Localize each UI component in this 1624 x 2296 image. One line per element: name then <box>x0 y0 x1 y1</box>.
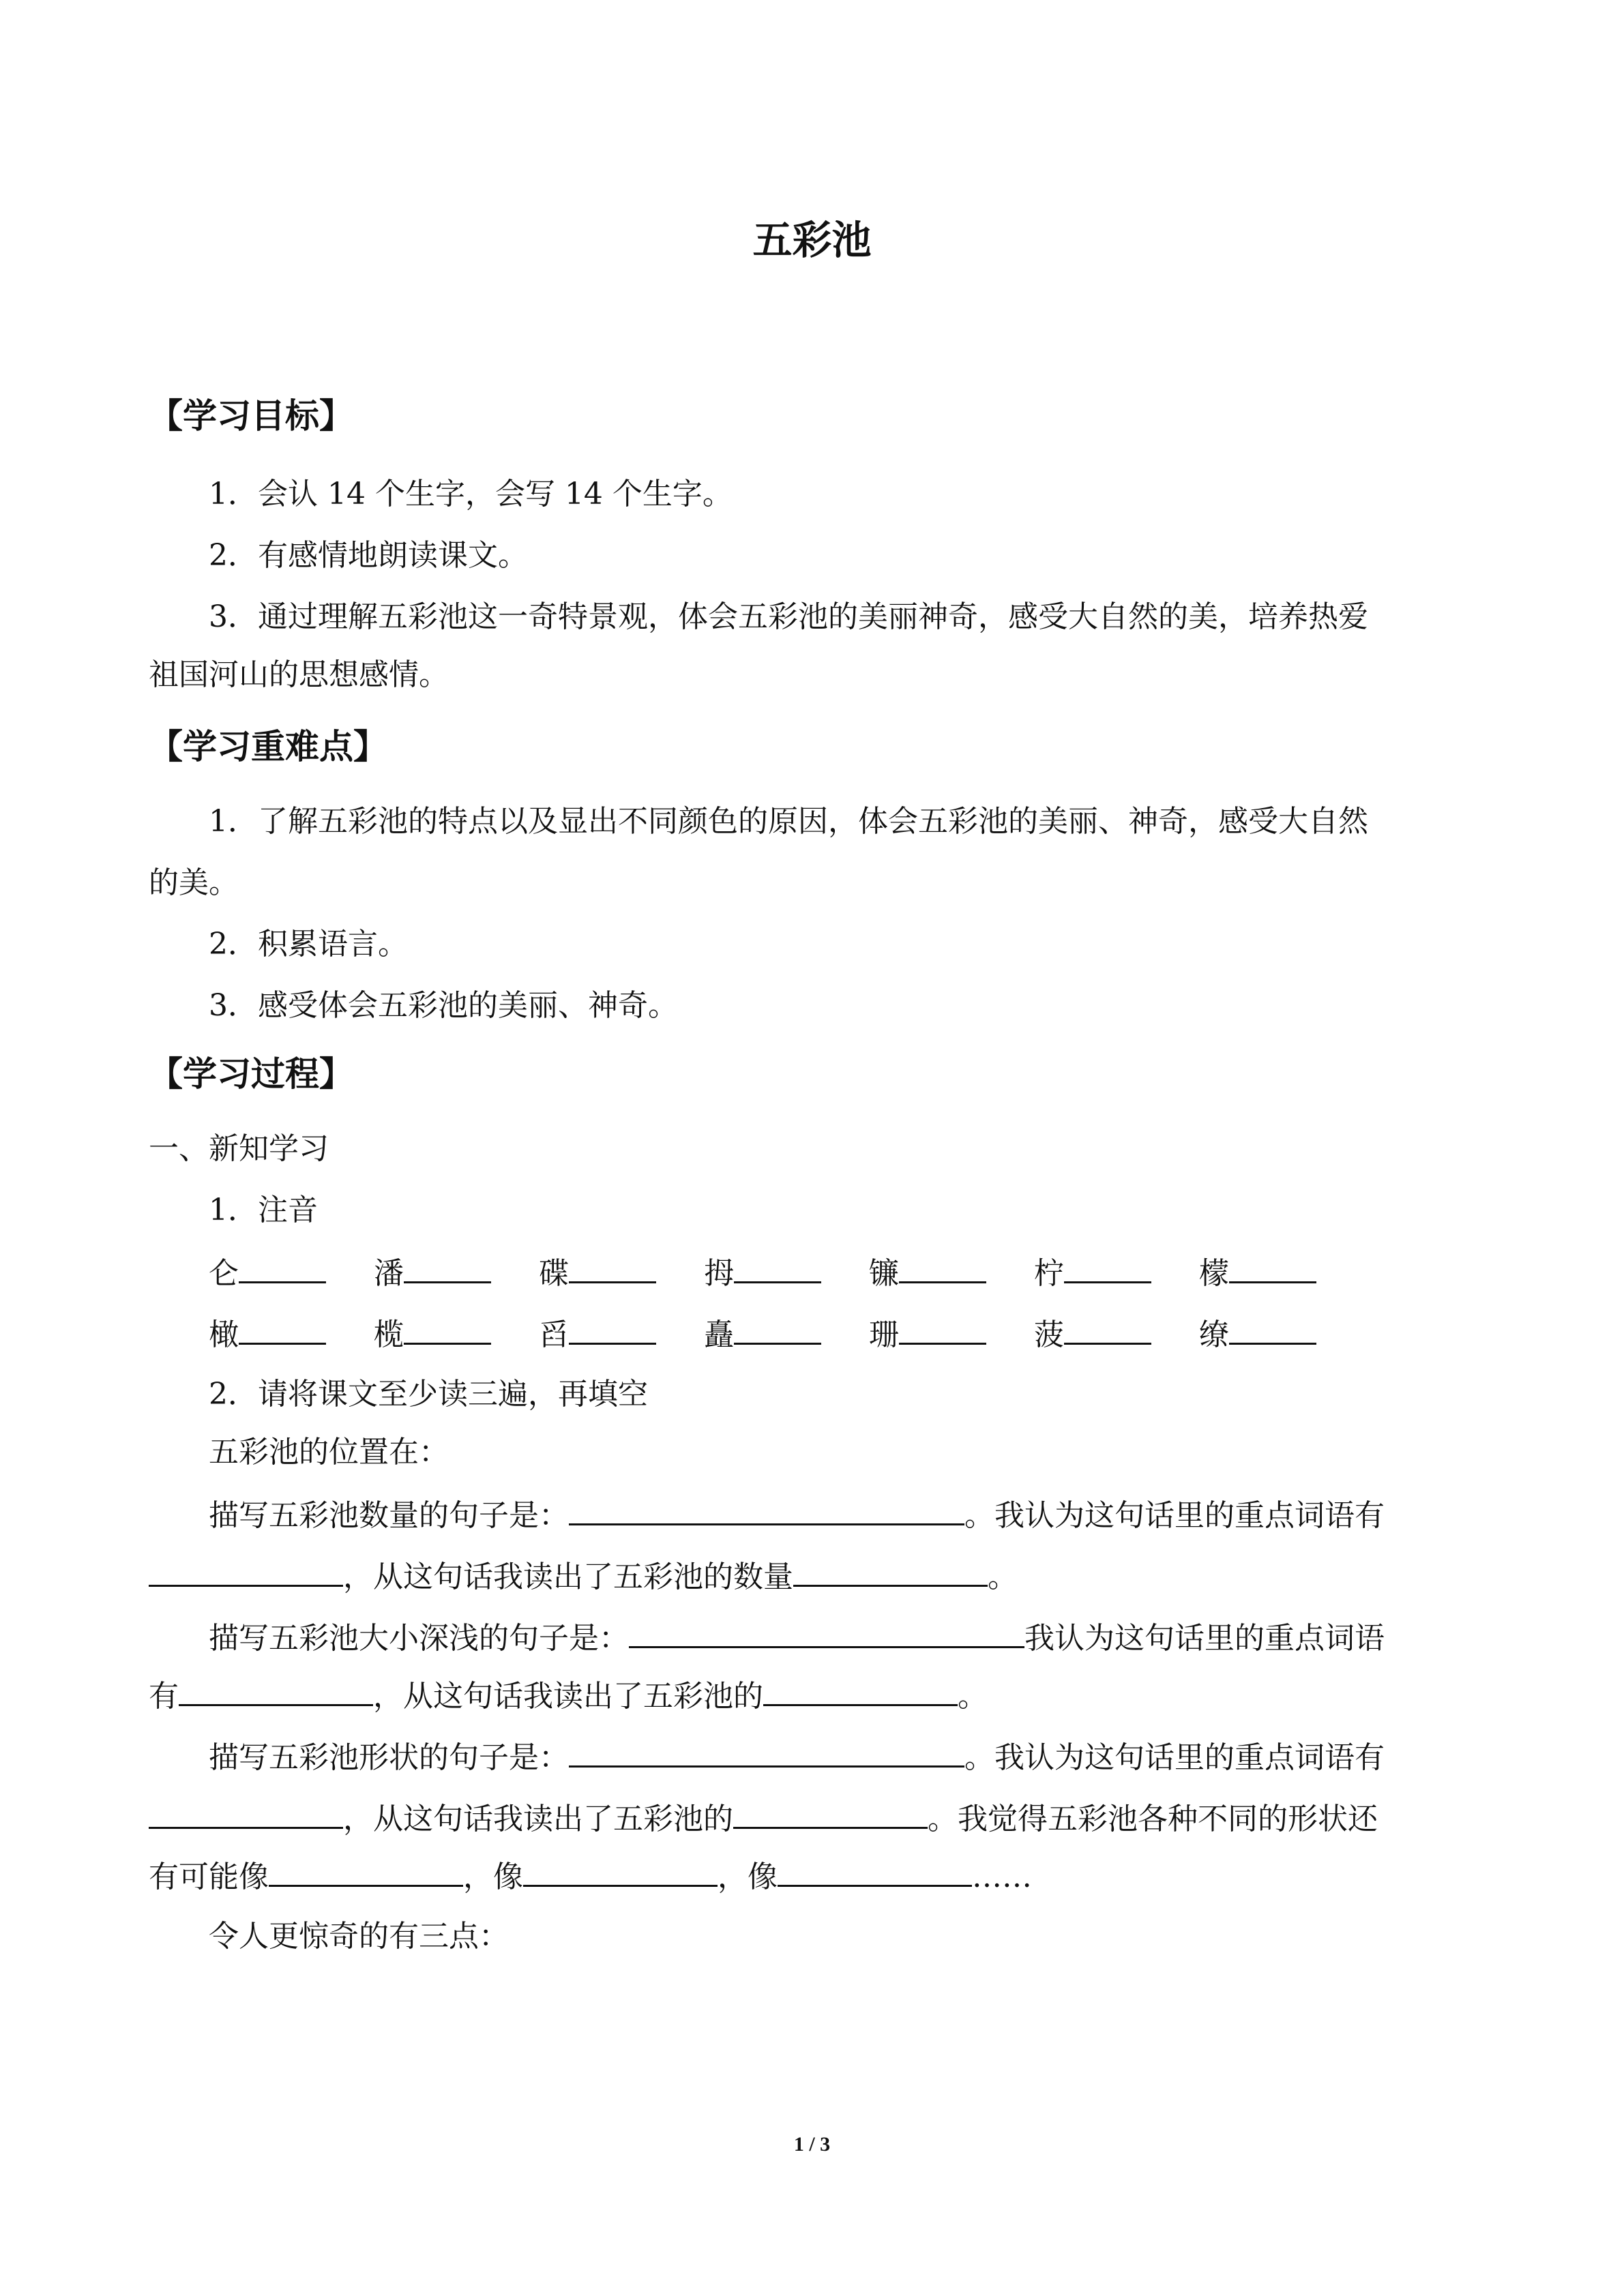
pinyin-item: 榄 <box>374 1313 539 1356</box>
answer-blank[interactable] <box>569 1735 964 1768</box>
section-heading-goals: 【学习目标】 <box>149 396 353 436</box>
goal-item-3-cont: 祖国河山的思想感情。 <box>149 657 449 692</box>
page-title: 五彩池 <box>752 217 872 263</box>
pinyin-item: 橄 <box>209 1313 374 1356</box>
answer-blank[interactable] <box>239 1251 326 1283</box>
pinyin-row-2 <box>209 1313 1364 1356</box>
answer-blank[interactable] <box>778 1855 972 1887</box>
answer-blank[interactable] <box>899 1251 986 1283</box>
pinyin-item: 镰 <box>869 1251 1034 1294</box>
pinyin-item: 檬 <box>1199 1251 1364 1294</box>
pinyin-item: 碟 <box>539 1251 704 1294</box>
answer-blank[interactable] <box>1064 1313 1151 1345</box>
goal-item-1: 1．会认 14 个生字，会写 14 个生字。 <box>209 477 733 511</box>
answer-blank[interactable] <box>1064 1251 1151 1283</box>
pinyin-item: 矗 <box>704 1313 869 1356</box>
question-pinyin: 1．注音 <box>209 1193 318 1227</box>
answer-blank[interactable] <box>404 1251 491 1283</box>
pinyin-item: 仑 <box>209 1251 374 1294</box>
answer-blank[interactable] <box>629 1616 1024 1648</box>
goal-item-2: 2．有感情地朗读课文。 <box>209 538 528 573</box>
answer-blank[interactable] <box>149 1797 343 1829</box>
answer-blank[interactable] <box>1229 1251 1316 1283</box>
answer-blank[interactable] <box>569 1493 964 1525</box>
pinyin-item: 舀 <box>539 1313 704 1356</box>
pinyin-row-1 <box>209 1251 1364 1294</box>
page-number: 1 / 3 <box>793 2133 831 2156</box>
pinyin-item: 珊 <box>869 1313 1034 1356</box>
pinyin-item: 拇 <box>704 1251 869 1294</box>
size-line-1: 描写五彩池大小深浅的句子是： 我认为这句话里的重点词语 <box>209 1616 1385 1659</box>
answer-blank[interactable] <box>569 1313 656 1345</box>
answer-blank[interactable] <box>734 1313 821 1345</box>
pinyin-item: 缭 <box>1199 1313 1364 1356</box>
quantity-line-2: ，从这句话我读出了五彩池的数量 。 <box>149 1555 1018 1598</box>
key-point-1: 1．了解五彩池的特点以及显出不同颜色的原因，体会五彩池的美丽、神奇，感受大自然 <box>209 804 1368 839</box>
goal-item-3: 3．通过理解五彩池这一奇特景观，体会五彩池的美丽神奇，感受大自然的美，培养热爱 <box>209 599 1368 634</box>
pinyin-item: 菠 <box>1034 1313 1199 1356</box>
shape-line-3: 有可能像 ，像 ，像 …… <box>149 1855 1032 1898</box>
location-line: 五彩池的位置在： <box>209 1435 449 1470</box>
answer-blank[interactable] <box>734 1251 821 1283</box>
section-heading-process: 【学习过程】 <box>149 1054 353 1094</box>
key-point-1-cont: 的美。 <box>149 865 239 900</box>
answer-blank[interactable] <box>763 1674 958 1706</box>
size-line-2: 有 ，从这句话我读出了五彩池的 。 <box>149 1674 988 1717</box>
pinyin-item: 柠 <box>1034 1251 1199 1294</box>
part-new-knowledge: 一、新知学习 <box>149 1131 329 1166</box>
surprise-line: 令人更惊奇的有三点： <box>209 1919 509 1954</box>
answer-blank[interactable] <box>523 1855 718 1887</box>
answer-blank[interactable] <box>569 1251 656 1283</box>
answer-blank[interactable] <box>793 1555 988 1587</box>
question-read-fill: 2．请将课文至少读三遍，再填空 <box>209 1377 648 1412</box>
section-heading-key-points: 【学习重难点】 <box>149 727 387 766</box>
answer-blank[interactable] <box>239 1313 326 1345</box>
answer-blank[interactable] <box>404 1313 491 1345</box>
answer-blank[interactable] <box>179 1674 373 1706</box>
shape-line-1: 描写五彩池形状的句子是： 。我认为这句话里的重点词语有 <box>209 1735 1385 1778</box>
answer-blank[interactable] <box>733 1797 928 1829</box>
answer-blank[interactable] <box>899 1313 986 1345</box>
quantity-line-1: 描写五彩池数量的句子是： 。我认为这句话里的重点词语有 <box>209 1493 1385 1536</box>
key-point-2: 2．积累语言。 <box>209 927 408 961</box>
answer-blank[interactable] <box>269 1855 463 1887</box>
pinyin-item: 潘 <box>374 1251 539 1294</box>
key-point-3: 3．感受体会五彩池的美丽、神奇。 <box>209 988 678 1023</box>
shape-line-2: ，从这句话我读出了五彩池的 。我觉得五彩池各种不同的形状还 <box>149 1797 1378 1840</box>
answer-blank[interactable] <box>149 1555 343 1587</box>
answer-blank[interactable] <box>1229 1313 1316 1345</box>
